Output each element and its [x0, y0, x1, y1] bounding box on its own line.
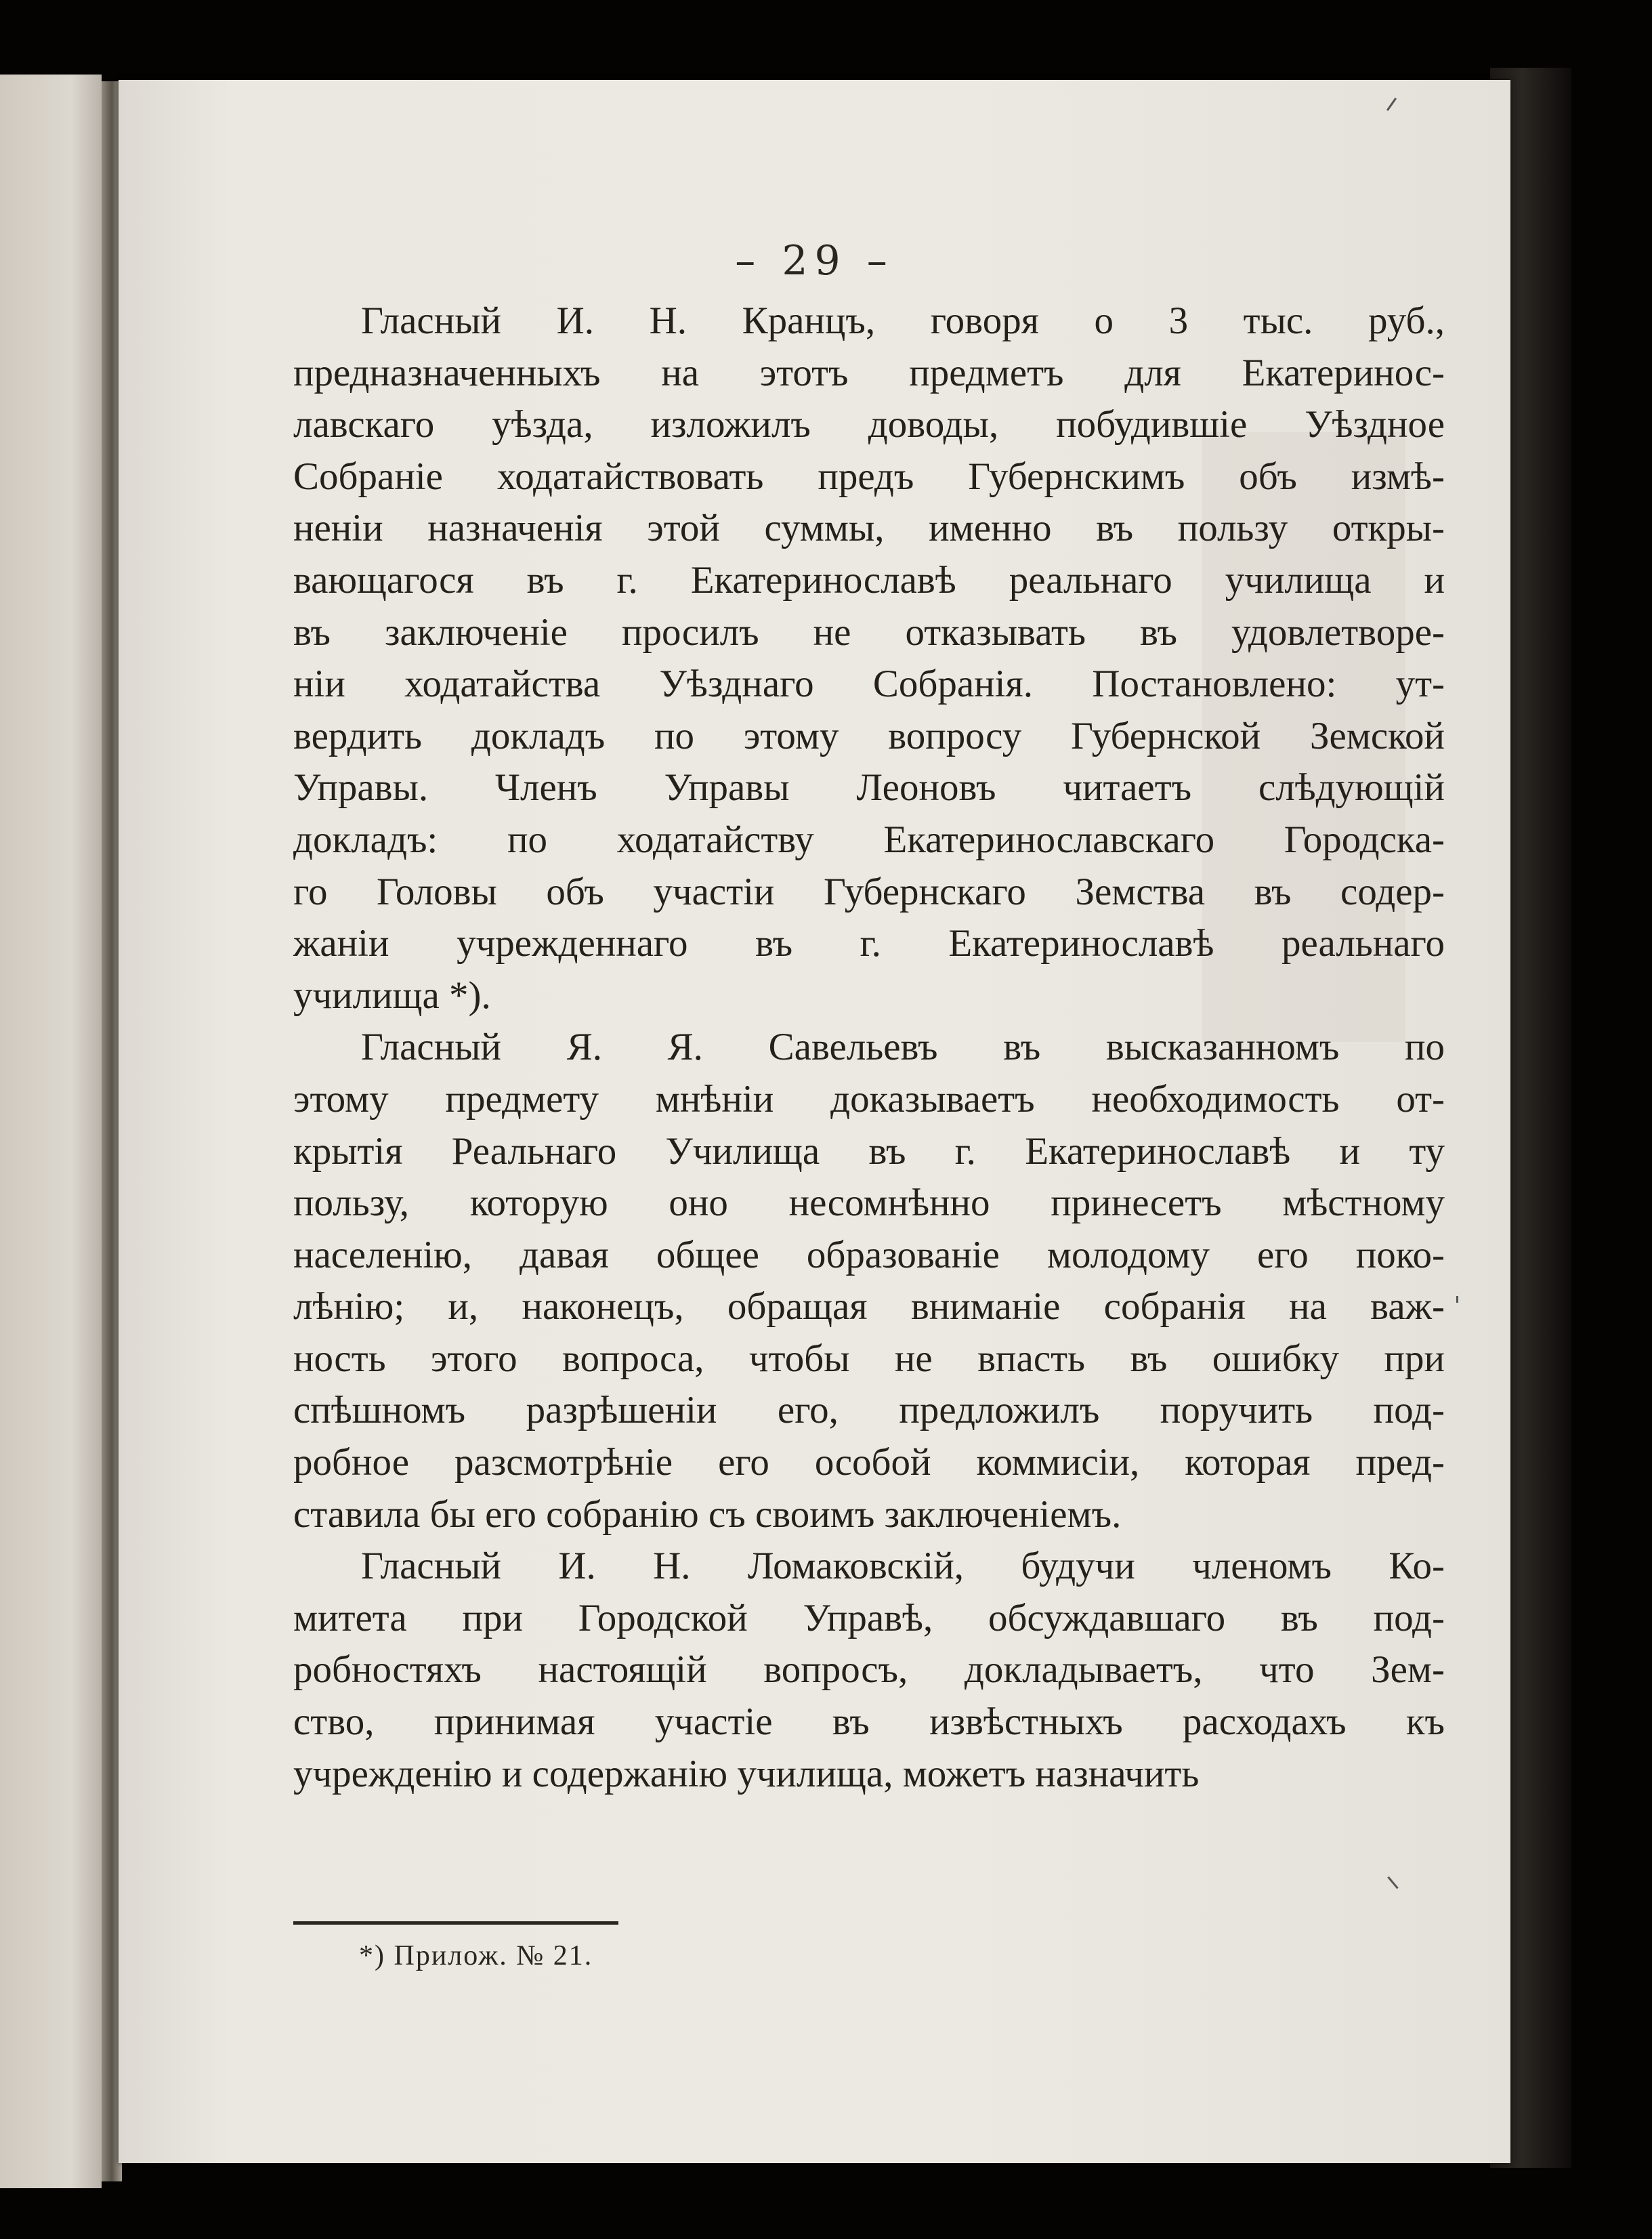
text-line: ставила бы его собранію съ своимъ заключеніемъ.	[293, 1492, 1122, 1536]
text-line: жаніи учрежденнаго въ г. Екатеринославѣ реальнаго	[293, 922, 1445, 965]
text-line: вердить докладъ по этому вопросу Губернской Земской	[293, 714, 1445, 757]
text-line: го Головы объ участіи Губернскаго Земства въ содер-	[293, 870, 1445, 913]
text-line: населенію, давая общее образованіе молодому его поко-	[293, 1233, 1445, 1276]
page-speck	[1456, 1296, 1458, 1303]
text-line: Гласный И. Н. Кранцъ, говоря о 3 тыс. руб.,	[361, 299, 1445, 342]
left-facing-page	[0, 75, 102, 2188]
text-line: крытія Реальнаго Училища въ г. Екатеринославѣ и ту	[293, 1129, 1445, 1173]
text-line: Собраніе ходатайствовать предъ Губернскимъ объ измѣ-	[293, 455, 1445, 498]
footnote: *) Прилож. № 21.	[359, 1940, 593, 1971]
text-line: въ заключеніе просилъ не отказывать въ удовлетворе-	[293, 610, 1445, 654]
text-line: ство, принимая участіе въ извѣстныхъ расходахъ къ	[293, 1700, 1445, 1744]
text-line: лѣнію; и, наконецъ, обращая вниманіе собранія на важ-	[293, 1285, 1445, 1328]
text-line: неніи назначенія этой суммы, именно въ пользу откры-	[293, 507, 1445, 550]
text-line: спѣшномъ разрѣшеніи его, предложилъ поручить под-	[293, 1389, 1445, 1432]
page-speck	[1387, 1877, 1398, 1889]
text-line: вающагося въ г. Екатеринославѣ реальнаго училища и	[293, 558, 1445, 602]
text-line: училища *).	[293, 974, 491, 1017]
text-line: пользу, которую оно несомнѣнно принесетъ мѣстному	[293, 1181, 1445, 1225]
text-line: лавскаго уѣзда, изложилъ доводы, побудившіе Уѣздное	[293, 403, 1445, 446]
page-speck	[1386, 98, 1397, 111]
text-line: робностяхъ настоящій вопросъ, докладываетъ, что Зем-	[293, 1648, 1445, 1692]
text-line: ность этого вопроса, чтобы не впасть въ ошибку при	[293, 1337, 1445, 1380]
text-line: робное разсмотрѣніе его особой коммисіи, которая пред-	[293, 1441, 1445, 1484]
text-line: митета при Городской Управѣ, обсуждавшаго въ под-	[293, 1596, 1445, 1639]
footnote-rule	[293, 1921, 618, 1925]
text-line: Управы. Членъ Управы Леоновъ читаетъ слѣдующій	[293, 766, 1445, 810]
page-number: – 29 –	[735, 237, 894, 285]
body-text	[293, 295, 1445, 1800]
text-line: предназначенныхъ на этотъ предметъ для Екатеринос-	[293, 351, 1445, 394]
text-line: докладъ: по ходатайству Екатеринославскаго Городска-	[293, 818, 1445, 861]
text-line: этому предмету мнѣніи доказываетъ необходимость от-	[293, 1077, 1445, 1121]
text-line: Гласный И. Н. Ломаковскій, будучи членомъ Ко-	[361, 1545, 1445, 1588]
book-page	[119, 80, 1510, 2163]
text-line: ніи ходатайства Уѣзднаго Собранія. Постановлено: ут-	[293, 663, 1445, 706]
text-line: Гласный Я. Я. Савельевъ въ высказанномъ по	[361, 1026, 1445, 1069]
text-line: учрежденію и содержанію училища, можетъ назначить	[293, 1752, 1200, 1795]
